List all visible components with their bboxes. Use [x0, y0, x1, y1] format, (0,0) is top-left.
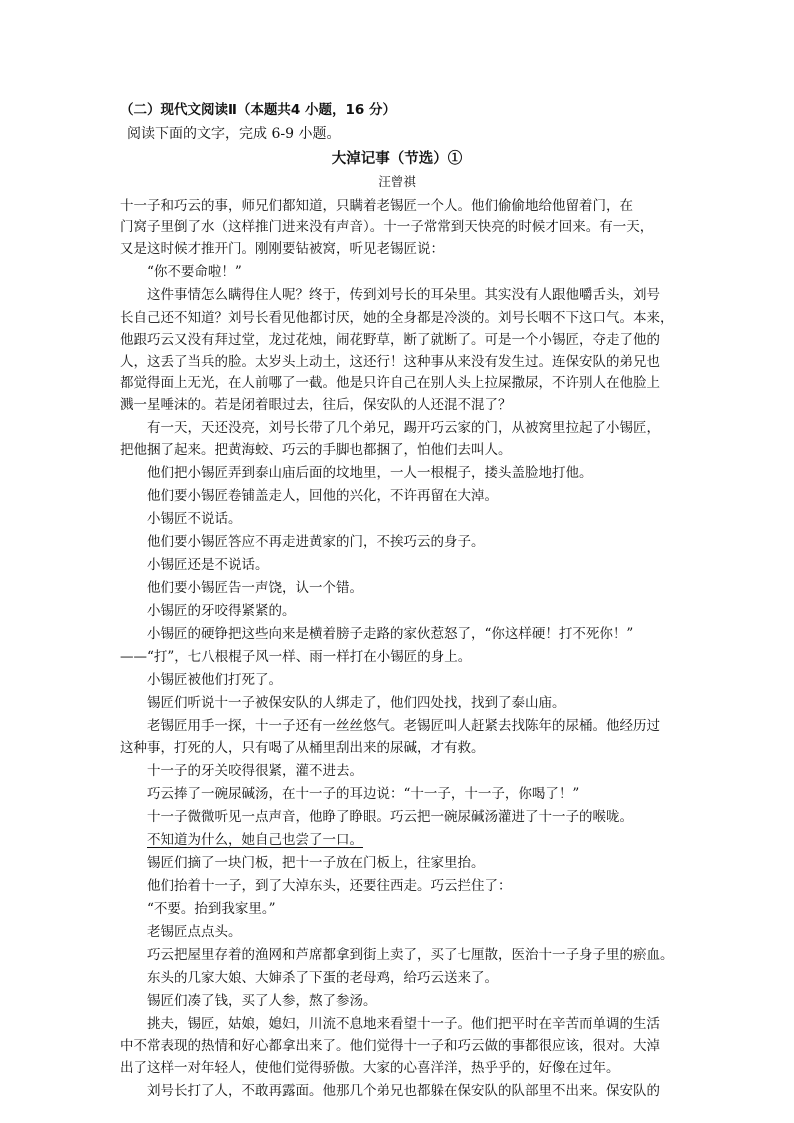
passage-line: 巧云捧了一碗尿碱汤，在十一子的耳边说：“十一子，十一子，你喝了！”	[147, 786, 580, 802]
passage-line: 出了这样一对年轻人，使他们觉得骄傲。大家的心喜洋洋，热乎乎的，好像在过年。	[120, 1060, 620, 1076]
passage-line: 巧云把屋里存着的渔网和芦席都拿到街上卖了，买了七厘散，医治十一子身子里的瘀血。	[147, 947, 674, 963]
passage-line: “你不要命啦！”	[147, 264, 242, 280]
passage-line: 小锡匠被他们打死了。	[147, 672, 282, 688]
passage-line: 有一天，天还没亮，刘号长带了几个弟兄，踢开巧云家的门，从被窝里拉起了小锡匠，	[147, 420, 660, 436]
passage-line: 他们要小锡匠告一声饶，认一个错。	[147, 580, 363, 596]
passage-line: 挑夫，锡匠，姑娘，媳妇，川流不息地来看望十一子。他们把平时在辛苦而单调的生活	[147, 1016, 660, 1032]
passage-line: 老锡匠点点头。	[147, 924, 242, 940]
passage-line: “不要。抬到我家里。”	[147, 901, 276, 917]
passage-line: 锡匠们摘了一块门板，把十一子放在门板上，往家里抬。	[147, 855, 485, 871]
section-heading: （二）现代文阅读Ⅱ（本题共4 小题，16 分）	[120, 102, 396, 118]
passage-line: 把他捆了起来。把黄海蛟、巧云的手脚也都捆了，怕他们去叫人。	[120, 442, 512, 458]
passage-line: 老锡匠用手一探，十一子还有一丝丝悠气。老锡匠叫人赶紧去找陈年的尿桶。他经历过	[147, 718, 660, 734]
passage-line: 小锡匠的牙咬得紧紧的。	[147, 603, 296, 619]
passage-line: 他们要小锡匠答应不再走进黄家的门，不挨巧云的身子。	[147, 534, 485, 550]
passage-line: 长自己还不知道？刘号长看见他都讨厌，她的全身都是冷淡的。刘号长咽不下这口气。本来，	[120, 310, 674, 326]
passage-line: 他跟巧云又没有拜过堂，龙过花烛，闹花野草，断了就断了。可是一个小锡匠，夺走了他的	[120, 332, 660, 348]
passage-line: 他们抬着十一子，到了大淖东头，还要往西走。巧云拦住了：	[147, 878, 512, 894]
passage-line: 他们把小锡匠弄到泰山庙后面的坟地里，一人一根棍子，搂头盖脸地打他。	[147, 465, 593, 481]
passage-line: 十一子的牙关咬得很紧，灌不进去。	[147, 763, 363, 779]
passage-line: 都觉得面上无光，在人前哪了一截。他是只许自己在别人头上拉屎撒尿，不许别人在他脸上	[120, 375, 660, 391]
passage-line: 锡匠们凑了钱，买了人参，熬了参汤。	[147, 993, 377, 1009]
passage-line: 刘号长打了人，不敢再露面。他那几个弟兄也都躲在保安队的队部里不出来。保安队的	[147, 1083, 660, 1099]
underlined-passage-line: 不知道为什么，她自己也尝了一口。	[147, 832, 363, 848]
passage-line: 又是这时候才推开门。刚刚要钻被窝，听见老锡匠说：	[120, 241, 444, 257]
passage-line: 小锡匠的硬铮把这些向来是横着膀子走路的家伙惹怒了，“你这样硬！打不死你！”	[147, 626, 634, 642]
passage-line: 小锡匠还是不说话。	[147, 557, 269, 573]
passage-line: 这件事情怎么瞒得住人呢？终于，传到刘号长的耳朵里。其实没有人跟他嚼舌头，刘号	[147, 287, 660, 303]
passage-line: 门窝子里倒了水（这样推门进来没有声音）。十一子常常到天快亮的时候才回来。有一天，	[120, 219, 654, 235]
passage-line: 溅一星唾沫的。若是闭着眼过去，往后，保安队的人还混不混了？	[120, 397, 512, 413]
passage-title: 大淖记事（节选）①	[331, 150, 463, 167]
passage-line: 这种事，打死的人，只有喝了从桶里刮出来的尿碱，才有救。	[120, 740, 485, 756]
reading-instruction: 阅读下面的文字，完成 6-9 小题。	[127, 126, 341, 142]
passage-line: 十一子和巧云的事，师兄们都知道，只瞒着老锡匠一个人。他们偷偷地给他留着门，在	[120, 198, 633, 214]
passage-line: 小锡匠不说话。	[147, 511, 242, 527]
passage-line: 东头的几家大娘、大婶杀了下蛋的老母鸡，给巧云送来了。	[147, 970, 498, 986]
passage-line: ——“打”，七八根棍子风一样、雨一样打在小锡匠的身上。	[120, 649, 472, 665]
passage-author: 汪曾祺	[378, 174, 416, 189]
passage-line: 人，这丢了当兵的脸。太岁头上动土，这还行！这种事从来没有发生过。连保安队的弟兄也	[120, 354, 660, 370]
passage-line: 中不常表现的热情和好心都拿出来了。他们觉得十一子和巧云做的事都很应该，很对。大淖	[120, 1038, 660, 1054]
passage-line: 锡匠们听说十一子被保安队的人绑走了，他们四处找，找到了泰山庙。	[147, 695, 566, 711]
passage-line: 十一子微微听见一点声音，他睁了睁眼。巧云把一碗尿碱汤灌进了十一子的喉咙。	[147, 809, 633, 825]
passage-line: 他们要小锡匠卷铺盖走人，回他的兴化，不许再留在大淖。	[147, 488, 498, 504]
